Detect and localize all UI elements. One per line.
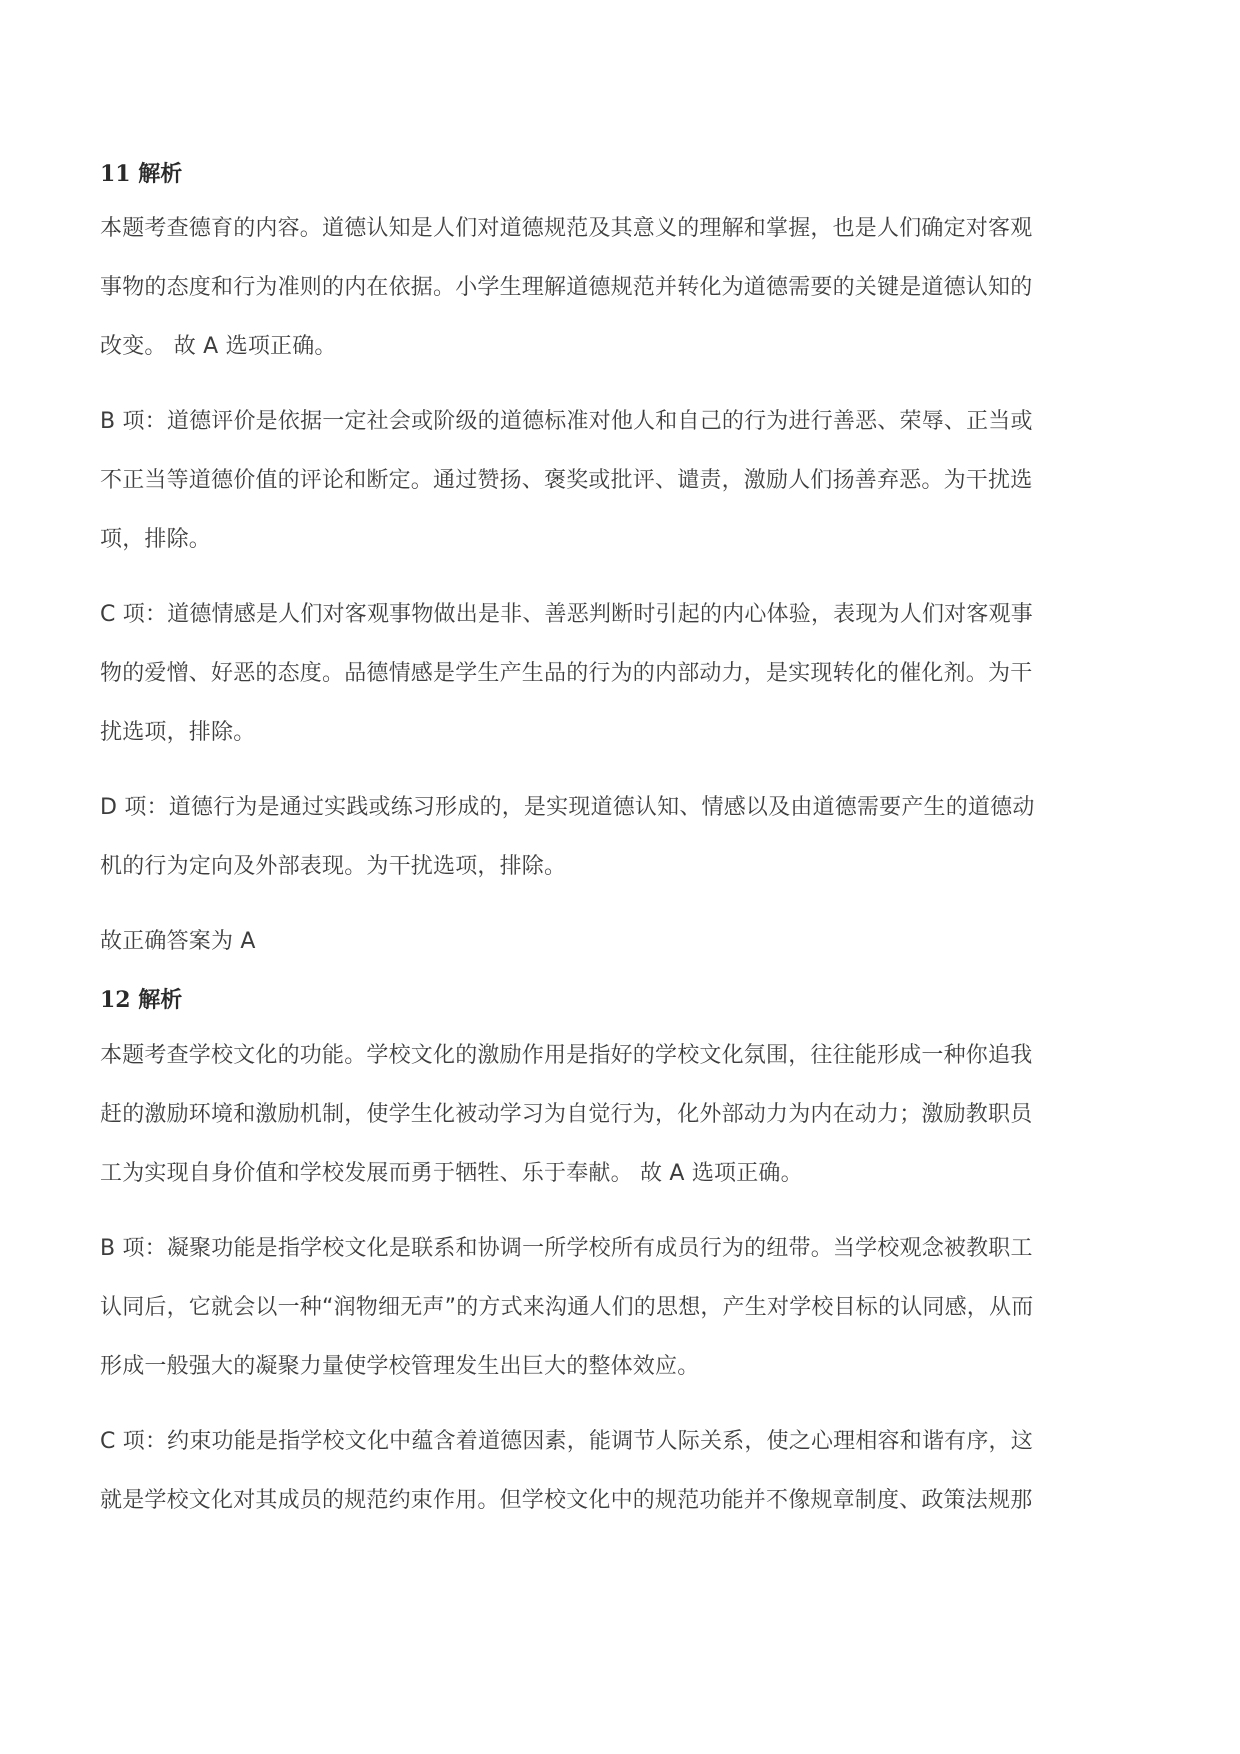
section-11-line-1: 本题考查德育的内容。道德认知是人们对道德规范及其意义的理解和掌握，也是人们确定对客观 — [100, 216, 1033, 241]
section-11-answer: 故正确答案为 A — [100, 929, 256, 954]
section-11-line-3: 改变。 故 A 选项正确。 — [100, 334, 337, 359]
section-12-option-c-line-2: 就是学校文化对其成员的规范约束作用。但学校文化中的规范功能并不像规章制度、政策法规那 — [100, 1488, 1033, 1513]
section-12-option-b-line-1: B 项：凝聚功能是指学校文化是联系和协调一所学校所有成员行为的纽带。当学校观念被教职工 — [100, 1236, 1033, 1261]
section-12-option-b-line-3: 形成一般强大的凝聚力量使学校管理发生出巨大的整体效应。 — [100, 1354, 700, 1379]
section-12-line-3: 工为实现自身价值和学校发展而勇于牺牲、乐于奉献。 故 A 选项正确。 — [100, 1161, 803, 1186]
section-11-option-b-line-2: 不正当等道德价值的评论和断定。通过赞扬、褒奖或批评、谴责，激励人们扬善弃恶。为干扰选 — [100, 468, 1033, 493]
section-12-line-2: 赶的激励环境和激励机制，使学生化被动学习为自觉行为，化外部动力为内在动力；激励教职员 — [100, 1102, 1033, 1127]
section-12-option-b-line-2: 认同后，它就会以一种“润物细无声”的方式来沟通人们的思想，产生对学校目标的认同感，从而 — [100, 1295, 1034, 1320]
section-11-heading: 11 解析 — [100, 161, 183, 187]
section-11-option-c-line-2: 物的爱憎、好恶的态度。品德情感是学生产生品的行为的内部动力，是实现转化的催化剂。为干 — [100, 661, 1033, 686]
section-11-line-2: 事物的态度和行为准则的内在依据。小学生理解道德规范并转化为道德需要的关键是道德认知的 — [100, 275, 1033, 300]
section-11-option-d-line-2: 机的行为定向及外部表现。为干扰选项，排除。 — [100, 854, 567, 879]
section-11-option-d-line-1: D 项：道德行为是通过实践或练习形成的，是实现道德认知、情感以及由道德需要产生的道德动 — [100, 795, 1035, 820]
section-11-option-b-line-1: B 项：道德评价是依据一定社会或阶级的道德标准对他人和自己的行为进行善恶、荣辱、正当或 — [100, 409, 1033, 434]
section-11-option-b-line-3: 项，排除。 — [100, 527, 212, 552]
section-11-option-c-line-1: C 项：道德情感是人们对客观事物做出是非、善恶判断时引起的内心体验，表现为人们对客观事 — [100, 602, 1033, 627]
section-12-option-c-line-1: C 项：约束功能是指学校文化中蕴含着道德因素，能调节人际关系，使之心理相容和谐有序，这 — [100, 1429, 1033, 1454]
section-12-line-1: 本题考查学校文化的功能。学校文化的激励作用是指好的学校文化氛围，往往能形成一种你追我 — [100, 1043, 1033, 1068]
section-11-option-c-line-3: 扰选项，排除。 — [100, 720, 256, 745]
section-12-heading: 12 解析 — [100, 987, 183, 1013]
